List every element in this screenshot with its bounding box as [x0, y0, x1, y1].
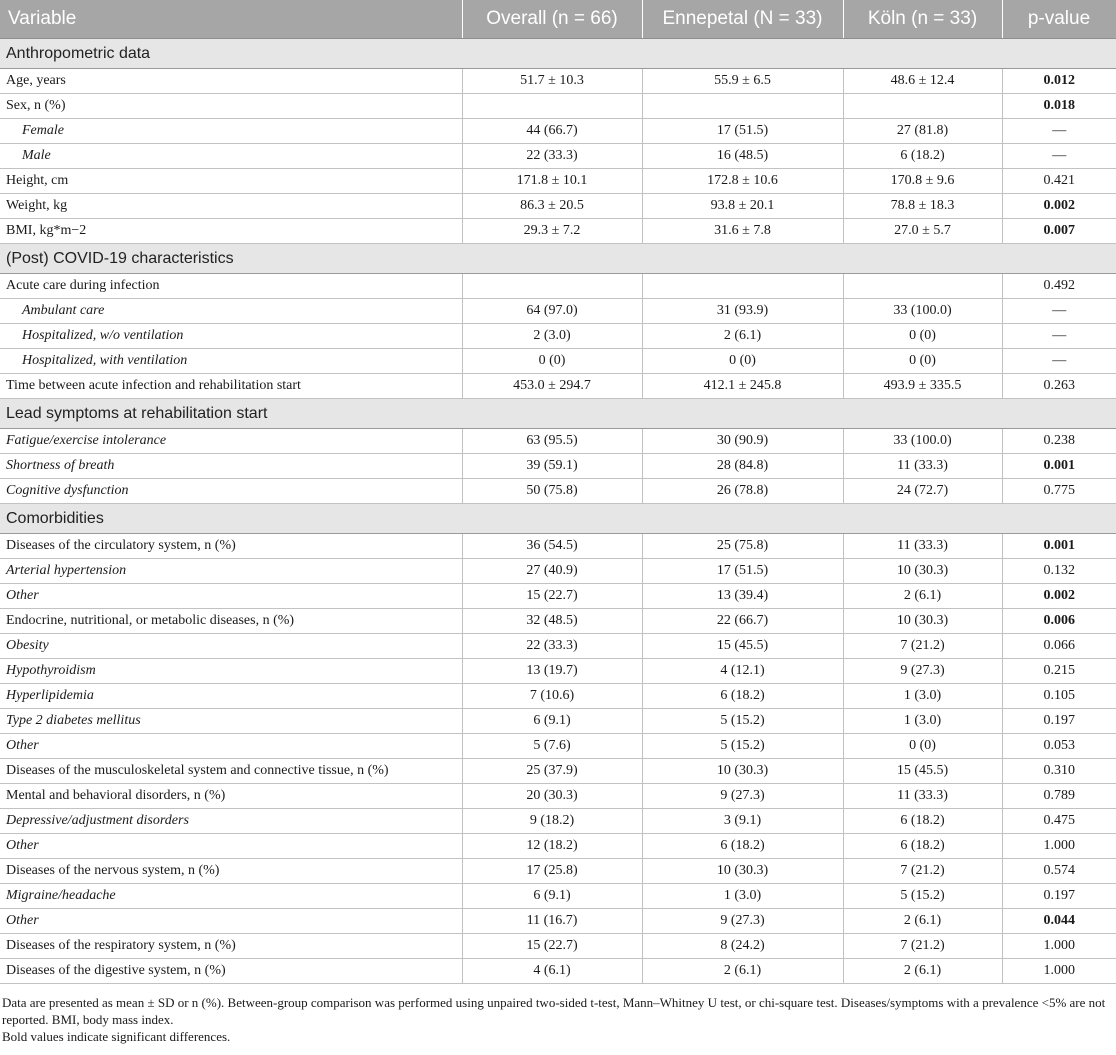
- cell-overall: 63 (95.5): [462, 429, 642, 454]
- table-row: [0, 219, 1116, 244]
- cell-overall: 2 (3.0): [462, 324, 642, 349]
- row-label: Acute care during infection: [0, 274, 462, 299]
- cell-p-value: 0.574: [1002, 859, 1116, 884]
- cell-ennepetal: 6 (18.2): [642, 684, 843, 709]
- cell-koeln: 6 (18.2): [843, 809, 1002, 834]
- table-row: [0, 119, 1116, 144]
- cell-ennepetal: 17 (51.5): [642, 559, 843, 584]
- cell-p-value: 0.215: [1002, 659, 1116, 684]
- table-row: [0, 94, 1116, 119]
- cell-overall: 32 (48.5): [462, 609, 642, 634]
- cell-p-value: 0.310: [1002, 759, 1116, 784]
- row-label: Weight, kg: [0, 194, 462, 219]
- cell-koeln: [843, 94, 1002, 119]
- cell-koeln: 1 (3.0): [843, 684, 1002, 709]
- cell-overall: [462, 94, 642, 119]
- cell-ennepetal: 172.8 ± 10.6: [642, 169, 843, 194]
- cell-p-value: 0.012: [1002, 69, 1116, 94]
- row-label: Time between acute infection and rehabilitation start: [0, 374, 462, 399]
- row-label: Diseases of the respiratory system, n (%): [0, 934, 462, 959]
- row-label: Endocrine, nutritional, or metabolic diseases, n (%): [0, 609, 462, 634]
- section-header-row: [0, 504, 1116, 534]
- cell-p-value: 0.775: [1002, 479, 1116, 504]
- row-label: Migraine/headache: [0, 884, 462, 909]
- row-label: Sex, n (%): [0, 94, 462, 119]
- cell-p-value: —: [1002, 119, 1116, 144]
- table-footnotes: [0, 994, 1116, 1045]
- cell-p-value: 0.001: [1002, 534, 1116, 559]
- cell-koeln: 0 (0): [843, 324, 1002, 349]
- cell-ennepetal: 9 (27.3): [642, 784, 843, 809]
- cell-ennepetal: 16 (48.5): [642, 144, 843, 169]
- table-row: [0, 934, 1116, 959]
- cell-koeln: 0 (0): [843, 349, 1002, 374]
- row-label: Male: [0, 144, 462, 169]
- cell-p-value: 0.018: [1002, 94, 1116, 119]
- table-row: [0, 684, 1116, 709]
- cell-overall: 25 (37.9): [462, 759, 642, 784]
- cell-overall: 36 (54.5): [462, 534, 642, 559]
- cell-koeln: 2 (6.1): [843, 584, 1002, 609]
- row-label: Shortness of breath: [0, 454, 462, 479]
- table-row: [0, 479, 1116, 504]
- cell-p-value: 0.006: [1002, 609, 1116, 634]
- row-label: Other: [0, 834, 462, 859]
- row-label: Ambulant care: [0, 299, 462, 324]
- cell-p-value: 0.789: [1002, 784, 1116, 809]
- cell-ennepetal: 9 (27.3): [642, 909, 843, 934]
- cell-ennepetal: 1 (3.0): [642, 884, 843, 909]
- row-label: Mental and behavioral disorders, n (%): [0, 784, 462, 809]
- cell-ennepetal: [642, 94, 843, 119]
- row-label: Depressive/adjustment disorders: [0, 809, 462, 834]
- cell-overall: 6 (9.1): [462, 709, 642, 734]
- cell-koeln: 33 (100.0): [843, 429, 1002, 454]
- cell-koeln: 7 (21.2): [843, 859, 1002, 884]
- cell-p-value: —: [1002, 144, 1116, 169]
- cell-overall: [462, 274, 642, 299]
- cell-koeln: 24 (72.7): [843, 479, 1002, 504]
- cell-p-value: 0.053: [1002, 734, 1116, 759]
- table-row: [0, 634, 1116, 659]
- cell-overall: 17 (25.8): [462, 859, 642, 884]
- cell-ennepetal: 31.6 ± 7.8: [642, 219, 843, 244]
- header-row: [0, 0, 1116, 39]
- cell-koeln: 6 (18.2): [843, 834, 1002, 859]
- cell-ennepetal: 5 (15.2): [642, 734, 843, 759]
- table-row: [0, 324, 1116, 349]
- cell-koeln: 6 (18.2): [843, 144, 1002, 169]
- cell-overall: 4 (6.1): [462, 959, 642, 984]
- cell-p-value: —: [1002, 324, 1116, 349]
- cell-p-value: 0.007: [1002, 219, 1116, 244]
- cell-koeln: 11 (33.3): [843, 534, 1002, 559]
- row-label: Hospitalized, with ventilation: [0, 349, 462, 374]
- cell-p-value: 0.238: [1002, 429, 1116, 454]
- table-row: [0, 909, 1116, 934]
- cell-ennepetal: 412.1 ± 245.8: [642, 374, 843, 399]
- section-title: (Post) COVID-19 characteristics: [0, 244, 1116, 274]
- cell-ennepetal: 10 (30.3): [642, 759, 843, 784]
- row-label: Hypothyroidism: [0, 659, 462, 684]
- header-ennepetal: Ennepetal (N = 33): [642, 0, 843, 39]
- cell-p-value: 1.000: [1002, 959, 1116, 984]
- section-title: Anthropometric data: [0, 39, 1116, 69]
- cell-p-value: 0.197: [1002, 709, 1116, 734]
- row-label: Other: [0, 584, 462, 609]
- cell-overall: 15 (22.7): [462, 934, 642, 959]
- cell-p-value: 0.421: [1002, 169, 1116, 194]
- table-row: [0, 959, 1116, 984]
- cell-ennepetal: 4 (12.1): [642, 659, 843, 684]
- cell-overall: 27 (40.9): [462, 559, 642, 584]
- cell-p-value: 0.263: [1002, 374, 1116, 399]
- table-row: [0, 584, 1116, 609]
- cell-koeln: 1 (3.0): [843, 709, 1002, 734]
- cell-ennepetal: 3 (9.1): [642, 809, 843, 834]
- cell-koeln: 10 (30.3): [843, 609, 1002, 634]
- cell-p-value: 0.475: [1002, 809, 1116, 834]
- table-row: [0, 559, 1116, 584]
- cell-ennepetal: 2 (6.1): [642, 324, 843, 349]
- cell-ennepetal: 22 (66.7): [642, 609, 843, 634]
- table-row: [0, 194, 1116, 219]
- cell-p-value: 0.066: [1002, 634, 1116, 659]
- cell-koeln: 27.0 ± 5.7: [843, 219, 1002, 244]
- table-row: [0, 69, 1116, 94]
- table-row: [0, 374, 1116, 399]
- row-label: Arterial hypertension: [0, 559, 462, 584]
- row-label: Hyperlipidemia: [0, 684, 462, 709]
- table-row: [0, 534, 1116, 559]
- cell-overall: 0 (0): [462, 349, 642, 374]
- cell-ennepetal: 25 (75.8): [642, 534, 843, 559]
- cell-koeln: 7 (21.2): [843, 934, 1002, 959]
- cell-overall: 9 (18.2): [462, 809, 642, 834]
- row-label: Diseases of the nervous system, n (%): [0, 859, 462, 884]
- section-title: Lead symptoms at rehabilitation start: [0, 399, 1116, 429]
- cell-p-value: 0.132: [1002, 559, 1116, 584]
- cell-ennepetal: 30 (90.9): [642, 429, 843, 454]
- cell-ennepetal: 6 (18.2): [642, 834, 843, 859]
- cell-p-value: 0.044: [1002, 909, 1116, 934]
- header-overall: Overall (n = 66): [462, 0, 642, 39]
- cell-koeln: 11 (33.3): [843, 784, 1002, 809]
- table-row: [0, 884, 1116, 909]
- cell-p-value: 0.197: [1002, 884, 1116, 909]
- row-label: Other: [0, 734, 462, 759]
- cell-p-value: 0.492: [1002, 274, 1116, 299]
- row-label: BMI, kg*m−2: [0, 219, 462, 244]
- cell-p-value: 0.002: [1002, 584, 1116, 609]
- cell-koeln: 0 (0): [843, 734, 1002, 759]
- cell-ennepetal: 13 (39.4): [642, 584, 843, 609]
- header-variable: Variable: [0, 0, 462, 39]
- table-row: [0, 609, 1116, 634]
- table-row: [0, 169, 1116, 194]
- cell-overall: 50 (75.8): [462, 479, 642, 504]
- cell-overall: 5 (7.6): [462, 734, 642, 759]
- cell-koeln: 2 (6.1): [843, 959, 1002, 984]
- row-label: Cognitive dysfunction: [0, 479, 462, 504]
- cell-overall: 44 (66.7): [462, 119, 642, 144]
- cell-overall: 29.3 ± 7.2: [462, 219, 642, 244]
- cell-koeln: 48.6 ± 12.4: [843, 69, 1002, 94]
- cell-ennepetal: 28 (84.8): [642, 454, 843, 479]
- cell-p-value: 1.000: [1002, 934, 1116, 959]
- cell-overall: 86.3 ± 20.5: [462, 194, 642, 219]
- cell-overall: 39 (59.1): [462, 454, 642, 479]
- cell-koeln: 11 (33.3): [843, 454, 1002, 479]
- row-label: Fatigue/exercise intolerance: [0, 429, 462, 454]
- cell-koeln: 33 (100.0): [843, 299, 1002, 324]
- table-body: [0, 39, 1116, 984]
- cell-overall: 13 (19.7): [462, 659, 642, 684]
- table-row: [0, 144, 1116, 169]
- table-row: [0, 659, 1116, 684]
- cell-overall: 64 (97.0): [462, 299, 642, 324]
- table-row: [0, 734, 1116, 759]
- row-label: Age, years: [0, 69, 462, 94]
- table-row: [0, 349, 1116, 374]
- header-p-value: p-value: [1002, 0, 1116, 39]
- row-label: Diseases of the circulatory system, n (%): [0, 534, 462, 559]
- table-row: [0, 859, 1116, 884]
- cell-overall: 51.7 ± 10.3: [462, 69, 642, 94]
- section-header-row: [0, 399, 1116, 429]
- cell-p-value: 0.001: [1002, 454, 1116, 479]
- cell-ennepetal: 0 (0): [642, 349, 843, 374]
- table-row: [0, 759, 1116, 784]
- header-koeln: Köln (n = 33): [843, 0, 1002, 39]
- row-label: Hospitalized, w/o ventilation: [0, 324, 462, 349]
- footnote-methods: Data are presented as mean ± SD or n (%). Between-group comparison was performed using unpaired two-sided t-test, Mann–Whitney U test, or chi-square test. Diseases/symptoms with a prevalence <5% are not reported. BMI, body mass index.: [2, 995, 1106, 1027]
- table-row: [0, 834, 1116, 859]
- cell-p-value: 1.000: [1002, 834, 1116, 859]
- cell-overall: 171.8 ± 10.1: [462, 169, 642, 194]
- cell-ennepetal: 17 (51.5): [642, 119, 843, 144]
- row-label: Female: [0, 119, 462, 144]
- footnote-bold: Bold values indicate significant differences.: [2, 1029, 231, 1044]
- section-header-row: [0, 244, 1116, 274]
- cell-koeln: 78.8 ± 18.3: [843, 194, 1002, 219]
- cell-overall: 22 (33.3): [462, 144, 642, 169]
- row-label: Height, cm: [0, 169, 462, 194]
- row-label: Type 2 diabetes mellitus: [0, 709, 462, 734]
- cell-ennepetal: 2 (6.1): [642, 959, 843, 984]
- cell-ennepetal: 8 (24.2): [642, 934, 843, 959]
- cell-overall: 453.0 ± 294.7: [462, 374, 642, 399]
- table-row: [0, 299, 1116, 324]
- table-row: [0, 784, 1116, 809]
- cell-koeln: 493.9 ± 335.5: [843, 374, 1002, 399]
- table-row: [0, 274, 1116, 299]
- cell-koeln: 15 (45.5): [843, 759, 1002, 784]
- cell-koeln: 5 (15.2): [843, 884, 1002, 909]
- cell-koeln: 27 (81.8): [843, 119, 1002, 144]
- table-row: [0, 709, 1116, 734]
- cell-p-value: 0.002: [1002, 194, 1116, 219]
- cell-ennepetal: 55.9 ± 6.5: [642, 69, 843, 94]
- cell-koeln: 7 (21.2): [843, 634, 1002, 659]
- cell-overall: 20 (30.3): [462, 784, 642, 809]
- cell-p-value: —: [1002, 299, 1116, 324]
- cell-koeln: [843, 274, 1002, 299]
- cell-overall: 11 (16.7): [462, 909, 642, 934]
- cell-ennepetal: 15 (45.5): [642, 634, 843, 659]
- row-label: Obesity: [0, 634, 462, 659]
- cell-p-value: —: [1002, 349, 1116, 374]
- cell-ennepetal: [642, 274, 843, 299]
- cell-koeln: 170.8 ± 9.6: [843, 169, 1002, 194]
- cell-overall: 12 (18.2): [462, 834, 642, 859]
- cell-koeln: 2 (6.1): [843, 909, 1002, 934]
- row-label: Diseases of the musculoskeletal system and connective tissue, n (%): [0, 759, 462, 784]
- section-header-row: [0, 39, 1116, 69]
- table-row: [0, 809, 1116, 834]
- cell-overall: 6 (9.1): [462, 884, 642, 909]
- cell-ennepetal: 31 (93.9): [642, 299, 843, 324]
- table-row: [0, 429, 1116, 454]
- row-label: Other: [0, 909, 462, 934]
- table-row: [0, 454, 1116, 479]
- cell-ennepetal: 10 (30.3): [642, 859, 843, 884]
- cell-ennepetal: 93.8 ± 20.1: [642, 194, 843, 219]
- cell-koeln: 10 (30.3): [843, 559, 1002, 584]
- cell-p-value: 0.105: [1002, 684, 1116, 709]
- cell-overall: 7 (10.6): [462, 684, 642, 709]
- cell-ennepetal: 5 (15.2): [642, 709, 843, 734]
- cell-overall: 22 (33.3): [462, 634, 642, 659]
- cell-koeln: 9 (27.3): [843, 659, 1002, 684]
- cell-overall: 15 (22.7): [462, 584, 642, 609]
- cell-ennepetal: 26 (78.8): [642, 479, 843, 504]
- row-label: Diseases of the digestive system, n (%): [0, 959, 462, 984]
- section-title: Comorbidities: [0, 504, 1116, 534]
